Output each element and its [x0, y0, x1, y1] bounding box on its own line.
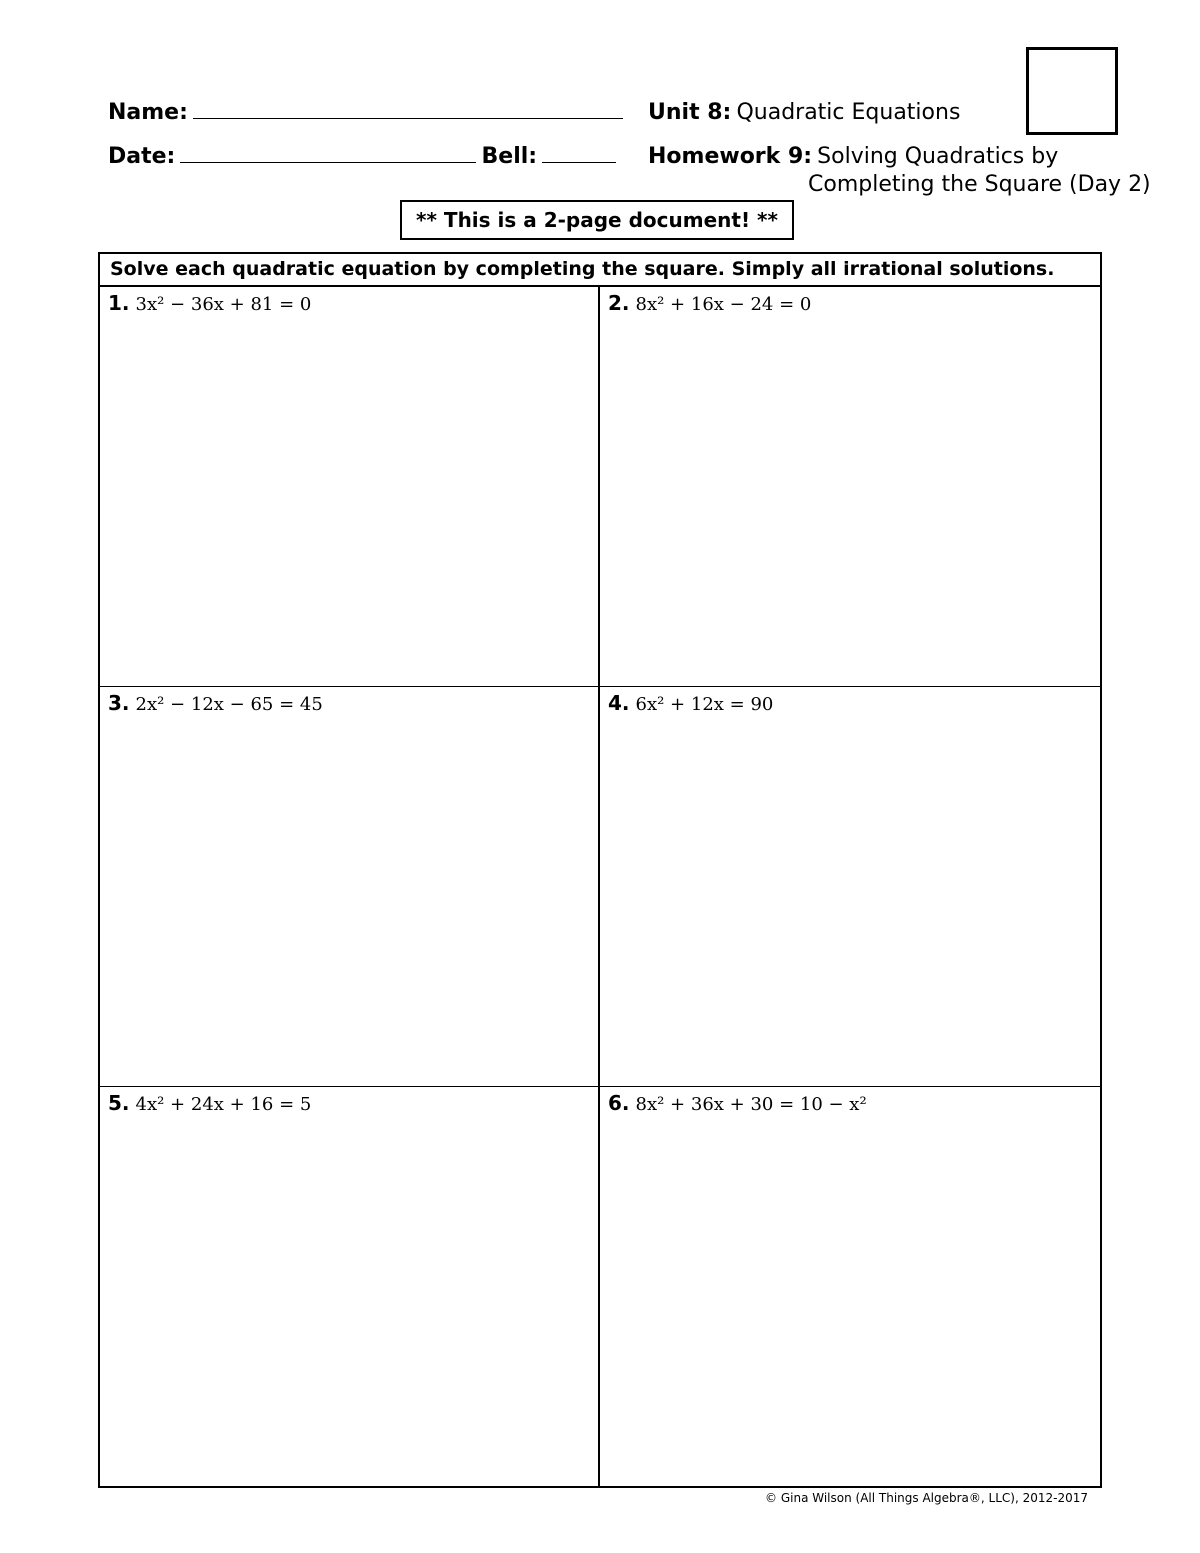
problem-cell-2[interactable]	[600, 287, 1100, 687]
problem-number: 5.	[108, 1091, 130, 1115]
problem-equation: 6x² + 12x = 90	[635, 694, 774, 715]
unit-title: Quadratic Equations	[736, 100, 961, 125]
homework-title-line2: Completing the Square (Day 2)	[808, 172, 1151, 197]
problem-cell-6[interactable]	[600, 1087, 1100, 1486]
date-label: Date:	[108, 144, 176, 169]
problem-equation: 8x² + 36x + 30 = 10 − x²	[635, 1094, 867, 1115]
two-page-notice: ** This is a 2-page document! **	[400, 200, 794, 240]
homework-label: Homework 9:	[648, 144, 813, 169]
problem-number: 3.	[108, 691, 130, 715]
problem-equation: 8x² + 16x − 24 = 0	[635, 294, 812, 315]
problem-number: 6.	[608, 1091, 630, 1115]
problem-cell-5[interactable]	[100, 1087, 600, 1486]
problem-equation: 2x² − 12x − 65 = 45	[135, 694, 323, 715]
problem-grid	[98, 252, 1102, 1488]
problem-equation: 4x² + 24x + 16 = 5	[135, 1094, 312, 1115]
name-row	[108, 100, 623, 125]
homework-title-line1: Solving Quadratics by	[817, 144, 1059, 169]
problem-cell-1[interactable]	[100, 287, 600, 687]
instructions: Solve each quadratic equation by completing the square. Simply all irrational solutions.	[100, 254, 1100, 287]
date-field[interactable]	[180, 144, 476, 163]
problem-equation: 3x² − 36x + 81 = 0	[135, 294, 312, 315]
copyright-footer: © Gina Wilson (All Things Algebra®, LLC), 2012-2017	[765, 1491, 1088, 1505]
problem-number: 2.	[608, 291, 630, 315]
name-label: Name:	[108, 100, 188, 125]
problem-number: 1.	[108, 291, 130, 315]
unit-label: Unit 8:	[648, 100, 732, 125]
bell-label: Bell:	[481, 144, 538, 169]
problem-number: 4.	[608, 691, 630, 715]
unit-heading	[648, 100, 960, 125]
name-field[interactable]	[193, 100, 623, 119]
date-row	[108, 144, 616, 169]
bell-field[interactable]	[542, 144, 616, 163]
score-box	[1026, 47, 1118, 135]
homework-heading	[648, 144, 1058, 169]
problem-cell-4[interactable]	[600, 687, 1100, 1087]
problem-cell-3[interactable]	[100, 687, 600, 1087]
